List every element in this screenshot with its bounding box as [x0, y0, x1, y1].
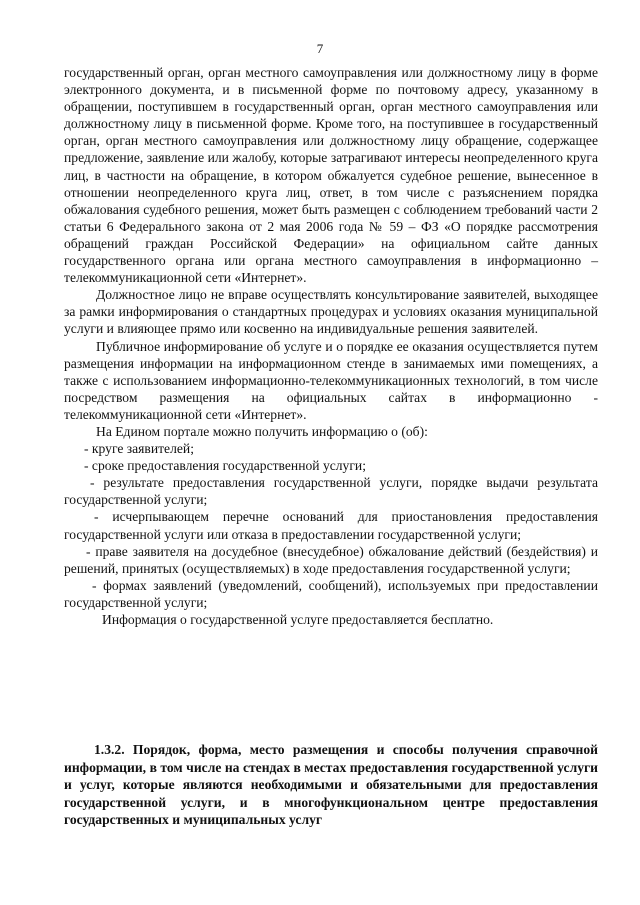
list-item: - результате предоставления государственной услуги, порядке выдачи результата государственной услуги; [64, 475, 598, 508]
list-item: - сроке предоставления государственной услуги; [84, 458, 366, 474]
section-heading: 1.3.2. Порядок, форма, место размещения и способы получения справочной информации, в том числе на стендах в местах предоставления государственной услуги и услуг, которые являются необходимыми и обязательными для предоставления государственной услуги, и в многофункциональном центре предоставления государственных и муниципальных услуг [64, 742, 598, 828]
list-item: - круге заявителей; [84, 441, 194, 457]
list-item: - формах заявлений (уведомлений, сообщений), используемых при предоставлении государственной услуги; [64, 577, 598, 610]
list-item: - праве заявителя на досудебное (внесудебное) обжалование действий (бездействия) и решений, принятых (осуществляемых) в ходе предоставления государственной услуги; [64, 543, 598, 576]
paragraph-3: Публичное информирование об услуге и о порядке ее оказания осуществляется путем размещения информации на информационном стенде в занимаемых ими помещениях, а также с использованием информационно-телекоммуникационных технологий, в том числе посредством размещения на официальных сайтах в информационно - телекоммуникационной сети «Интернет». [64, 338, 598, 422]
closing-line: Информация о государственной услуге предоставляется бесплатно. [102, 612, 494, 627]
page-number: 7 [316, 41, 324, 56]
body-text [64, 64, 598, 628]
paragraph-2: Должностное лицо не вправе осуществлять консультирование заявителей, выходящее за рамки информирования о стандартных процедурах и условиях оказания муниципальной услуги и влияющее прямо или косвенно на индивидуальные решения заявителей. [64, 287, 598, 337]
paragraph-1: государственный орган, орган местного самоуправления или должностному лицу в форме электронного документа, и в письменной форме по почтовому адресу, указанному в обращении, поступившем в государственный орган, орган местного самоуправления или должностному лицу в письменной форме. Кроме того, на поступившее в государственный орган, орган местного самоуправления или должностному лицу обращение, содержащее предложение, заявление или жалобу, которые затрагивают интересы неопределенного круга лиц, в частности на обращение, в котором обжалуется судебное решение, вынесенное в отношении неопределенного круга лиц, ответ, в том числе с разъяснением порядка обжалования судебного решения, может быть размещен с соблюдением требований части 2 статьи 6 Федерального закона от 2 мая 2006 года № 59 – ФЗ «О порядке рассмотрения обращений граждан Российской Федерации» на официальном сайте данных государственного органа или органа местного самоуправления в информационно – телекоммуникационной сети «Интернет». [64, 65, 598, 286]
paragraph-4: На Едином портале можно получить информацию о (об): [96, 423, 428, 439]
list-item: - исчерпывающем перечне оснований для приостановления предоставления государственной услуги или отказа в предоставлении государственной услуги; [64, 509, 598, 542]
